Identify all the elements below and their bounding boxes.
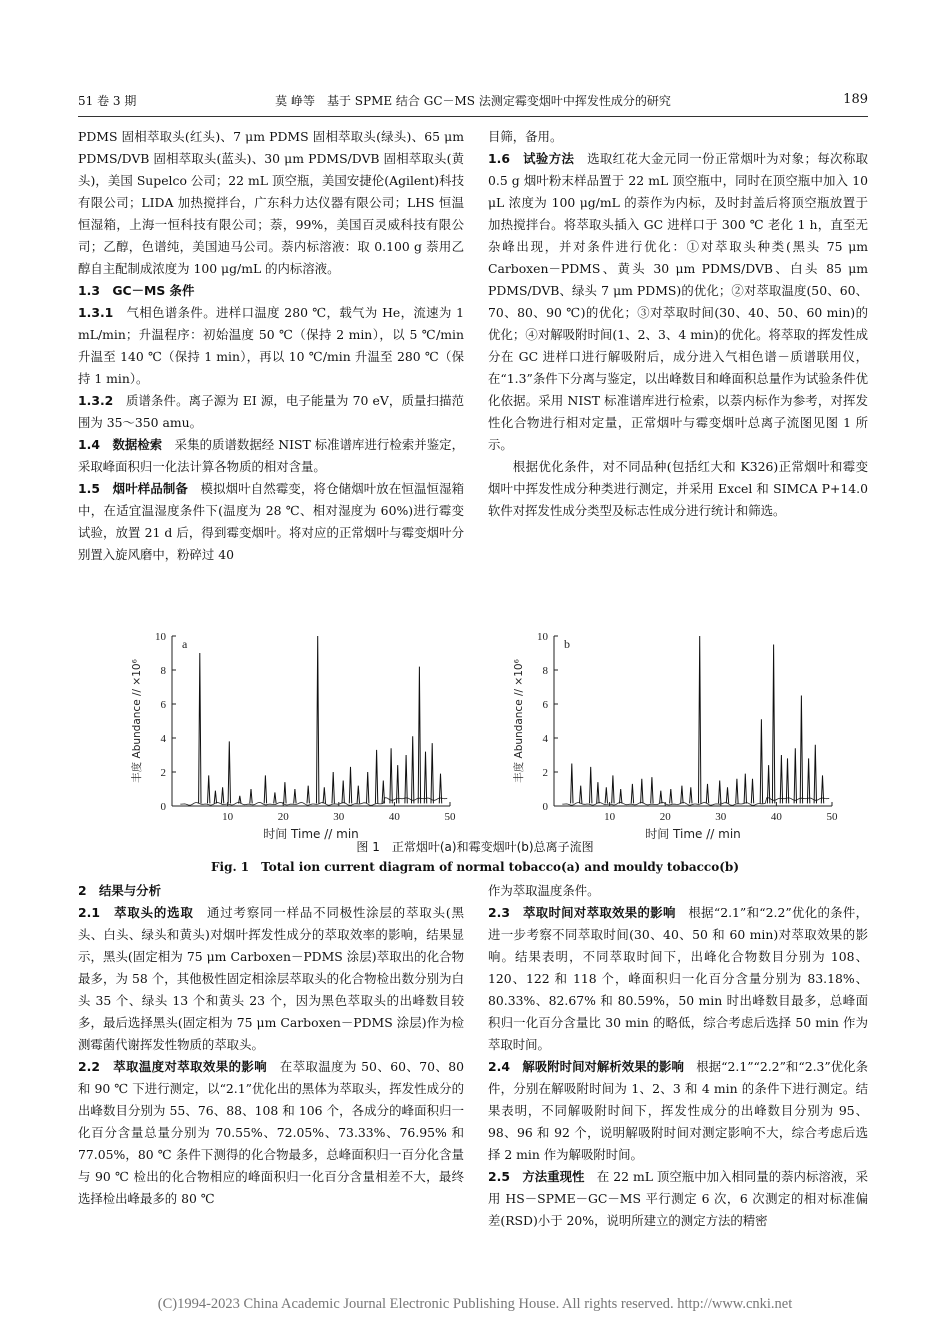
x-tick-label: 20: [659, 811, 671, 823]
peak: [780, 755, 782, 803]
page-number: 189: [843, 92, 868, 107]
peak: [736, 779, 738, 804]
peak: [424, 752, 426, 804]
peak: [580, 786, 582, 804]
peak: [412, 736, 414, 803]
peak: [367, 772, 369, 803]
y-tick-label: 2: [542, 767, 548, 779]
peak: [228, 741, 230, 803]
peak: [208, 775, 210, 803]
panel-label: a: [182, 637, 188, 651]
peak: [382, 781, 384, 804]
header-rule: [78, 116, 868, 117]
peak: [760, 719, 762, 803]
peak: [699, 636, 701, 803]
panel-label: b: [564, 637, 570, 651]
column-right-top: [488, 126, 868, 522]
x-tick-label: 20: [277, 811, 289, 823]
paragraph-1-5: 模拟烟叶自然霉变，将仓储烟叶放在恒温恒湿箱中，在适宜温湿度条件下(温度为 28 ℃、相对湿度为 60%)进行霉变试验，放置 21 d 后，得到霉变烟叶。将对应的正常烟叶与霉变烟叶分别置入旋风磨中，粉碎过 40: [78, 481, 465, 562]
section-heading-2: 2 结果与分析: [78, 883, 161, 898]
y-tick-label: 4: [160, 733, 166, 745]
peak: [814, 745, 816, 804]
column-left-top: [78, 126, 464, 566]
materials-paragraph: PDMS 固相萃取头(红头)、7 μm PDMS 固相萃取头(绿头)、65 μm PDMS/DVB 固相萃取头(蓝头)、30 μm PDMS/DVB 固相萃取头(黄头)，美国 Supelco 公司；22 mL 顶空瓶，美国安捷伦(Agilent)科技有限公司；LIDA 加热搅拌台，广东科力达仪器有限公司；LHS 恒温恒湿箱，上海一恒科技有限公司；萘，99%，美国百灵威科技有限公司；乙醇，色谱纯，美国迪马公司。萘内标溶液：取 0.100 g 萘用乙醇自主配制成浓度为 100 μg/mL 的内标溶液。: [78, 129, 464, 276]
y-tick-label: 8: [160, 665, 166, 677]
heading-2-5: 2.5 方法重现性: [488, 1169, 585, 1184]
peak: [284, 782, 286, 803]
continued-text: 目筛，备用。: [488, 129, 563, 144]
peak: [439, 774, 441, 804]
peak: [597, 782, 599, 803]
peak: [349, 767, 351, 804]
paragraph-2-5: 在 22 mL 顶空瓶中加入相同量的萘内标溶液，采用 HS－SPME－GC－MS 平行测定 6 次，6 次测定的相对标准偏差(RSD)小于 20%，说明所建立的测定方法的精密: [488, 1169, 869, 1228]
figure-caption-en: Fig. 1 Total ion current diagram of normal tobacco(a) and mouldy tobacco(b): [210, 860, 739, 874]
heading-1-6: 1.6 试验方法: [488, 151, 575, 166]
peak: [332, 772, 334, 803]
peak: [631, 784, 633, 804]
section-heading-1-3: 1.3 GC－MS 条件: [78, 283, 195, 298]
peak: [670, 789, 672, 803]
y-axis-label: 丰度 Abundance // ×10⁶: [131, 659, 143, 783]
x-tick-label: 40: [388, 811, 400, 823]
y-tick-label: 0: [160, 801, 166, 813]
peak: [342, 781, 344, 804]
x-tick-label: 50: [444, 811, 456, 823]
copyright-footer: (C)1994-2023 China Academic Journal Electronic Publishing House. All rights reserved. http://www.cnki.net: [157, 1296, 793, 1312]
peak: [690, 787, 692, 803]
paragraph-1-4: 采集的质谱数据经 NIST 标准谱库进行检索并鉴定，采取峰面积归一化法计算各物质的相对含量。: [78, 437, 464, 474]
heading-2-1: 2.1 萃取头的选取: [78, 905, 194, 920]
peak: [726, 787, 728, 803]
heading-2-4: 2.4 解吸附时间对解析效果的影响: [488, 1059, 684, 1074]
peak: [323, 787, 325, 803]
peak: [390, 748, 392, 803]
peak: [221, 787, 223, 803]
peak: [307, 786, 309, 804]
paragraph-2-3: 根据“2.1”和“2.2”优化的条件，进一步考察不同萃取时间(30、40、50 和 60 min)对萃取效果的影响。结果表明，不同萃取时间下，出峰化合物数目分别为 108、120、122 和 118 个，峰面积归一化百分含量分别为 83.18%、80.33%、82.67% 和 80.59%，50 min 时出峰数目最多，总峰面积归一化百分含量比 30 min 的略低，综合考虑后选择 50 min 作为萃取时间。: [488, 905, 868, 1052]
figure-1: [78, 626, 868, 841]
baseline-trace: [562, 798, 829, 806]
x-tick-label: 30: [333, 811, 345, 823]
chromatogram-b: [460, 626, 860, 841]
peak: [744, 774, 746, 804]
x-tick-label: 40: [770, 811, 782, 823]
x-tick-label: 50: [826, 811, 838, 823]
running-title: 莫 峥等 基于 SPME 结合 GC－MS 法测定霉变烟叶中挥发性成分的研究: [275, 94, 671, 108]
peak: [250, 789, 252, 803]
peak: [264, 775, 266, 803]
paragraph-1-3-2: 质谱条件。离子源为 EI 源，电子能量为 70 eV，质量扫描范围为 35～350 amu。: [78, 393, 464, 430]
peak: [786, 758, 788, 803]
peak: [612, 775, 614, 803]
peak: [751, 779, 753, 804]
peak: [605, 787, 607, 803]
peak: [214, 791, 216, 804]
journal-volume: 51 卷 3 期: [78, 94, 137, 108]
peak: [357, 786, 359, 804]
peak: [317, 636, 319, 803]
y-tick-label: 8: [542, 665, 548, 677]
peak: [706, 784, 708, 804]
peak: [660, 791, 662, 804]
heading-1-5: 1.5 烟叶样品制备: [78, 481, 188, 496]
x-axis-label: 时间 Time // min: [263, 827, 359, 841]
column-right-bottom: [488, 880, 868, 1232]
x-tick-label: 10: [222, 811, 234, 823]
peak: [418, 667, 420, 804]
peak: [719, 781, 721, 804]
y-axis-label: 丰度 Abundance // ×10⁶: [513, 659, 525, 783]
heading-2-2: 2.2 萃取温度对萃取效果的影响: [78, 1059, 268, 1074]
y-tick-label: 6: [542, 699, 548, 711]
chromatogram-a: [78, 626, 468, 841]
peak: [807, 758, 809, 803]
paragraph-2-1: 通过考察同一样品不同极性涂层的萃取头(黑头、白头、绿头和黄头)对烟叶挥发性成分的萃取效率的影响，结果显示，黑头(固定相为 75 μm Carboxen－PDMS 涂层)萃取出的化合物最多，为 58 个，其他极性固定相涂层萃取头的化合物检出数分别为白头 35 个、绿头 13 个和黄头 23 个，因为黑色萃取头的出峰数目较多，最后选择黑头(固定相为 75 μm Carboxen－PDMS 涂层)作为检测霉菌代谢挥发性物质的萃取头。: [78, 905, 464, 1052]
figure-caption-cn: 图 1 正常烟叶(a)和霉变烟叶(b)总离子流图: [356, 840, 594, 854]
peak: [375, 750, 377, 804]
peak: [821, 775, 823, 803]
continued-text-2: 作为萃取温度条件。: [488, 883, 600, 898]
heading-1-4: 1.4 数据检索: [78, 437, 163, 452]
y-tick-label: 2: [160, 767, 166, 779]
peak: [772, 645, 774, 804]
y-tick-label: 10: [537, 631, 548, 643]
x-axis-label: 时间 Time // min: [645, 827, 741, 841]
heading-1-3-1: 1.3.1: [78, 305, 114, 320]
peak: [620, 789, 622, 803]
peak: [274, 792, 276, 803]
peak: [590, 767, 592, 804]
peak: [397, 765, 399, 803]
peak: [681, 786, 683, 804]
heading-1-3-2: 1.3.2: [78, 393, 114, 408]
y-tick-label: 4: [542, 733, 548, 745]
x-tick-label: 30: [715, 811, 727, 823]
paragraph-optimization: 根据优化条件，对不同品种(包括红大和 K326)正常烟叶和霉变烟叶中挥发性成分种类进行测定，并采用 Excel 和 SIMCA P+14.0 软件对挥发性成分类型及标志性成分进行统计和筛选。: [488, 459, 868, 518]
paragraph-1-6: 选取红花大金元同一份正常烟叶为对象；每次称取 0.5 g 烟叶粉末样品置于 22 mL 顶空瓶中，同时在顶空瓶中加入 10 μL 浓度为 100 μg/mL 的萘作为内标，及时封盖后将顶空瓶放置于加热搅拌台。将萃取头插入 GC 进样口于 300 ℃ 老化 1 h，直至无杂峰出现，并对条件进行优化：①对萃取头种类(黑头 75 μm Carboxen－PDMS、黄头 30 μm PDMS/DVB、白头 85 μm PDMS/DVB、绿头 7 μm PDMS)的优化；②对萃取温度(50、60、70、80、90 ℃)的优化；③对萃取时间(30、40、50、60 min)的优化；④对解吸附时间(1、2、3、4 min)的优化。将萃取的挥发性成分在 GC 进样口进行解吸附后，成分进入气相色谱－质谱联用仪，在“1.3”条件下分离与鉴定，以出峰数目和峰面积总量作为试验条件优化依据。采用 NIST 标准谱库进行检索，以萘内标作为参考，对挥发性化合物进行相对定量，正常烟叶与霉变烟叶总离子流图见图 1 所示。: [488, 151, 869, 452]
column-left-bottom: [78, 880, 464, 1210]
y-tick-label: 6: [160, 699, 166, 711]
peak: [794, 748, 796, 803]
peak: [641, 779, 643, 804]
x-tick-label: 10: [604, 811, 616, 823]
peak: [571, 764, 573, 804]
peak: [294, 789, 296, 803]
peak: [239, 796, 241, 804]
y-tick-label: 0: [542, 801, 548, 813]
peak: [431, 743, 433, 803]
paragraph-2-4: 根据“2.1”“2.2”和“2.3”优化条件，分别在解吸附时间为 1、2、3 和 4 min 的条件下进行测定。结果表明，不同解吸附时间下，挥发性成分的出峰数目分别为 95、98、96 和 92 个，说明解吸附时间对测定影响不大，综合考虑后选择 2 min 作为解吸附时间。: [488, 1059, 868, 1162]
heading-2-3: 2.3 萃取时间对萃取效果的影响: [488, 905, 676, 920]
paragraph-1-3-1: 气相色谱条件。进样口温度 280 ℃，载气为 He，流速为 1 mL/min；升温程序：初始温度 50 ℃（保持 2 min），以 5 ℃/min 升温至 140 ℃（保持 1 min），再以 10 ℃/min 升温至 280 ℃（保持 1 min）。: [78, 305, 464, 386]
running-header: [78, 92, 868, 114]
peak: [651, 777, 653, 803]
paragraph-2-2: 在萃取温度为 50、60、70、80 和 90 ℃ 下进行测定，以“2.1”优化出的黑体为萃取头，挥发性成分的出峰数目分别为 55、76、88、108 和 106 个，各成分的峰面积归一化百分含量总量分别为 70.55%、72.05%、73.33%、76.95% 和 77.05%，80 ℃ 条件下测得的化合物最多，总峰面积归一百分化含量与 90 ℃ 检出的化合物相应的峰面积归一化百分含量相差不大，最终选择检出峰最多的 80 ℃: [78, 1059, 464, 1206]
peak: [405, 755, 407, 803]
peak: [199, 653, 201, 803]
peak: [800, 696, 802, 804]
y-tick-label: 10: [155, 631, 166, 643]
